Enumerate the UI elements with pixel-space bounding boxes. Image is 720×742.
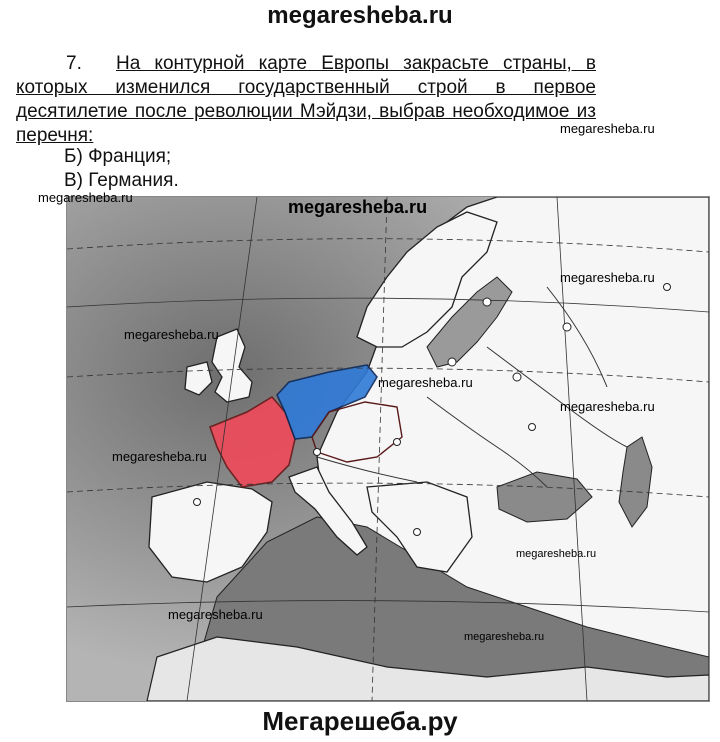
watermark: megaresheba.ru [516, 548, 597, 560]
watermark: megaresheba.ru [112, 449, 207, 464]
watermark: megaresheba.ru [168, 607, 263, 622]
watermark: megaresheba.ru [560, 399, 655, 414]
answer-options [64, 145, 179, 193]
watermark: megaresheba.ru [464, 631, 545, 643]
option-france: Б) Франция; [64, 146, 172, 167]
watermark: megaresheba.ru [124, 327, 219, 342]
watermark: megaresheba.ru [560, 270, 655, 285]
footer-brand: Мегарешеба.ру [262, 706, 458, 736]
watermark: megaresheba.ru [288, 197, 428, 217]
task-text [16, 52, 596, 148]
watermark: megaresheba.ru [560, 121, 655, 136]
task-number: 7. [66, 53, 82, 74]
site-header: megaresheba.ru [267, 2, 453, 29]
watermark: megaresheba.ru [38, 190, 133, 205]
watermark: megaresheba.ru [378, 375, 473, 390]
option-germany: В) Германия. [64, 170, 179, 191]
task-body: На контурной карте Европы закрасьте страны, в которых изменился государственный строй в первое десятилетие после революции Мэйдзи, выбрав необходимое из перечня: [16, 53, 596, 146]
